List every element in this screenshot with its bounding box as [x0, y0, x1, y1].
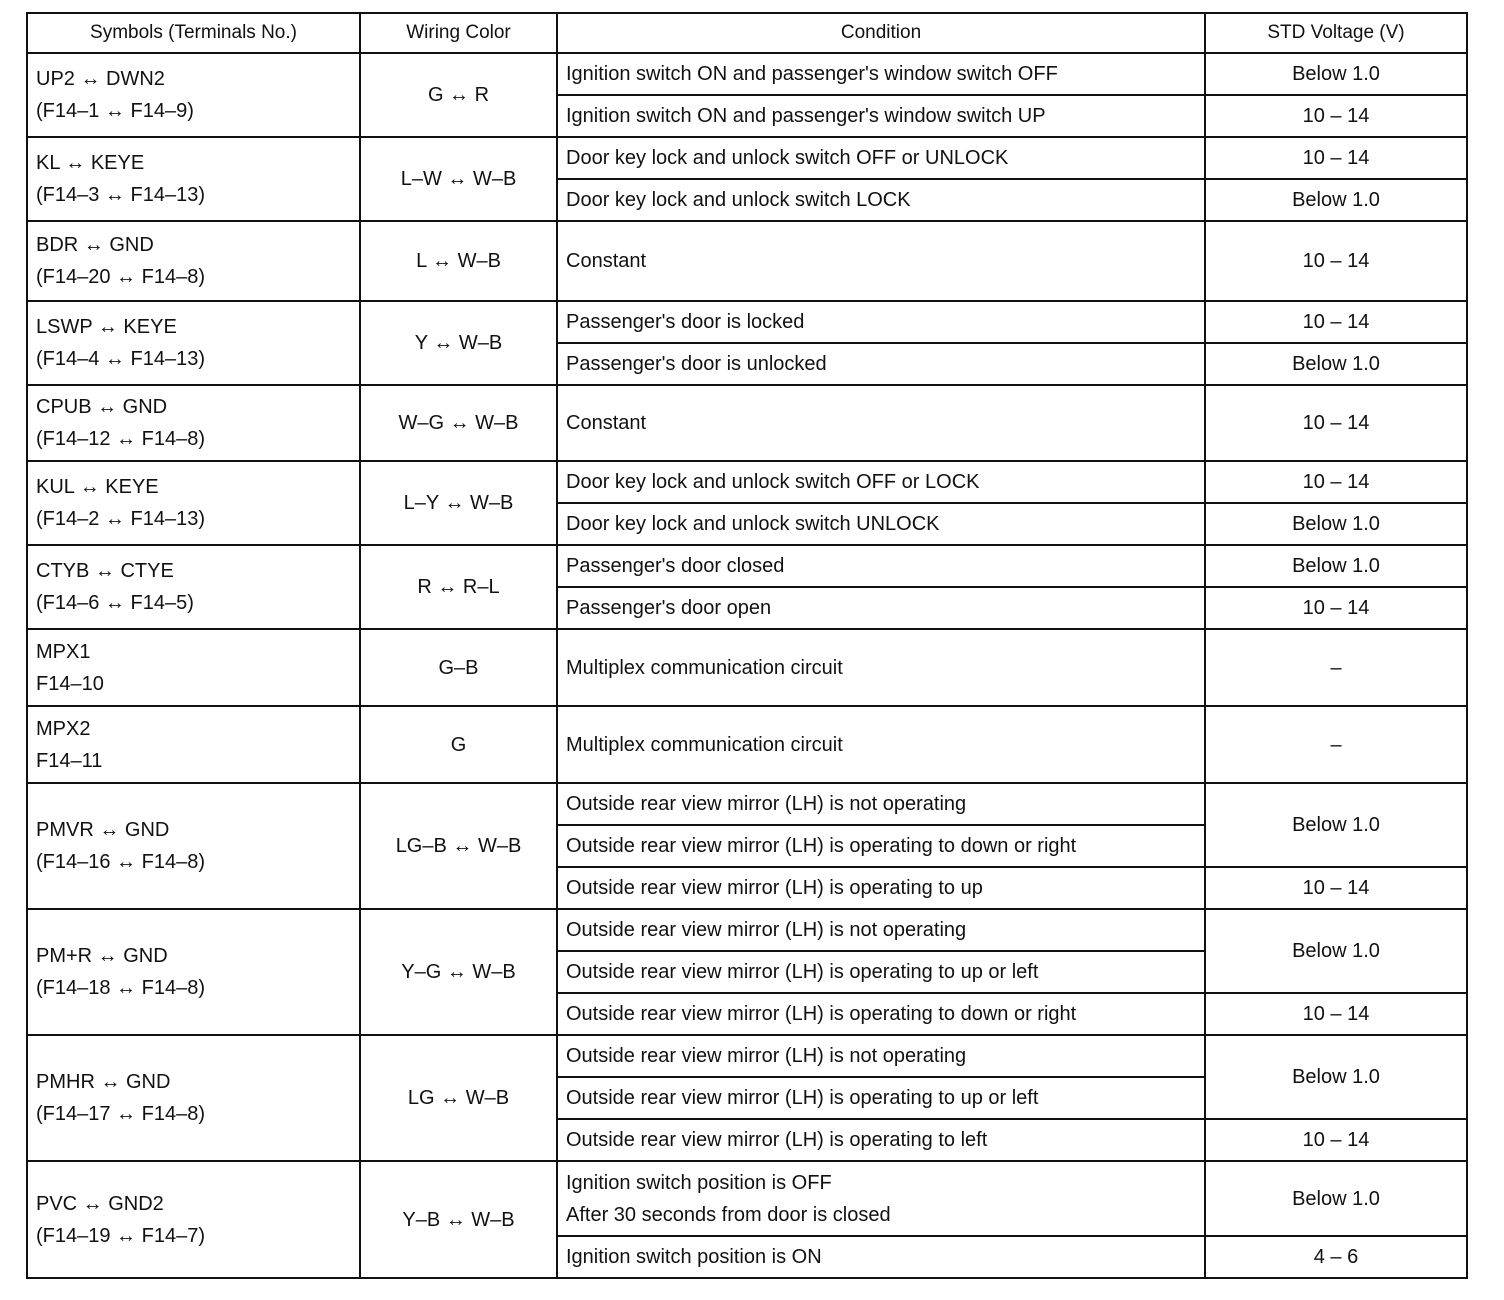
symbol-cell	[27, 545, 360, 629]
condition-cell: Door key lock and unlock switch OFF or UNLOCK	[557, 137, 1205, 179]
wiring-color-cell: LG–B ↔ W–B	[360, 783, 557, 909]
voltage-cell: Below 1.0	[1205, 783, 1467, 867]
table-row	[27, 301, 1467, 343]
terminal-numbers: (F14–18 ↔ F14–8)	[36, 977, 205, 999]
header-row	[27, 13, 1467, 53]
wiring-color-cell: Y–B ↔ W–B	[360, 1161, 557, 1278]
header-symbols: Symbols (Terminals No.)	[27, 13, 360, 53]
wiring-color-cell: G	[360, 706, 557, 783]
voltage-spec-table	[26, 12, 1468, 1279]
symbol-cell	[27, 706, 360, 783]
condition-line: Ignition switch position is OFF	[566, 1171, 832, 1194]
table-row	[27, 385, 1467, 461]
condition-cell: Multiplex communication circuit	[557, 629, 1205, 706]
voltage-cell: –	[1205, 706, 1467, 783]
terminal-numbers: (F14–17 ↔ F14–8)	[36, 1103, 205, 1125]
terminal-numbers: F14–10	[36, 672, 104, 695]
condition-cell: Outside rear view mirror (LH) is operating to down or right	[557, 993, 1205, 1035]
symbol-name: MPX1	[36, 640, 91, 663]
condition-cell: Door key lock and unlock switch LOCK	[557, 179, 1205, 221]
voltage-cell: 4 – 6	[1205, 1236, 1467, 1278]
terminal-numbers: (F14–1 ↔ F14–9)	[36, 100, 194, 122]
condition-cell: Passenger's door is locked	[557, 301, 1205, 343]
table-row	[27, 909, 1467, 951]
wiring-color-cell: W–G ↔ W–B	[360, 385, 557, 461]
symbol-name: CPUB ↔ GND	[36, 396, 168, 418]
wiring-color-cell: Y–G ↔ W–B	[360, 909, 557, 1035]
header-wiring-color: Wiring Color	[360, 13, 557, 53]
symbol-cell	[27, 221, 360, 301]
condition-cell: Door key lock and unlock switch OFF or LOCK	[557, 461, 1205, 503]
symbol-name: LSWP ↔ KEYE	[36, 316, 177, 338]
wiring-color-cell: Y ↔ W–B	[360, 301, 557, 385]
symbol-name: MPX2	[36, 717, 91, 740]
terminal-numbers: (F14–20 ↔ F14–8)	[36, 266, 205, 288]
header-condition: Condition	[557, 13, 1205, 53]
condition-cell: Multiplex communication circuit	[557, 706, 1205, 783]
symbol-cell	[27, 629, 360, 706]
table-row	[27, 137, 1467, 179]
table-row	[27, 706, 1467, 783]
condition-cell: Outside rear view mirror (LH) is operating to up	[557, 867, 1205, 909]
terminal-numbers: (F14–16 ↔ F14–8)	[36, 851, 205, 873]
condition-cell: Outside rear view mirror (LH) is not operating	[557, 1035, 1205, 1077]
condition-cell: Outside rear view mirror (LH) is not operating	[557, 909, 1205, 951]
condition-line: After 30 seconds from door is closed	[566, 1203, 891, 1226]
voltage-cell: 10 – 14	[1205, 221, 1467, 301]
wiring-color-cell: L ↔ W–B	[360, 221, 557, 301]
condition-cell: Door key lock and unlock switch UNLOCK	[557, 503, 1205, 545]
wiring-color-cell: L–W ↔ W–B	[360, 137, 557, 221]
voltage-cell: 10 – 14	[1205, 993, 1467, 1035]
symbol-cell	[27, 385, 360, 461]
symbol-cell	[27, 461, 360, 545]
voltage-cell: 10 – 14	[1205, 461, 1467, 503]
condition-cell	[557, 1161, 1205, 1236]
voltage-cell: Below 1.0	[1205, 343, 1467, 385]
symbol-cell	[27, 137, 360, 221]
voltage-cell: Below 1.0	[1205, 909, 1467, 993]
condition-cell: Outside rear view mirror (LH) is operating to left	[557, 1119, 1205, 1161]
symbol-name: CTYB ↔ CTYE	[36, 560, 174, 582]
symbol-cell	[27, 1161, 360, 1278]
wiring-color-cell: LG ↔ W–B	[360, 1035, 557, 1161]
symbol-cell	[27, 301, 360, 385]
symbol-name: UP2 ↔ DWN2	[36, 68, 165, 90]
voltage-cell: 10 – 14	[1205, 867, 1467, 909]
terminal-numbers: (F14–12 ↔ F14–8)	[36, 428, 205, 450]
voltage-cell: Below 1.0	[1205, 179, 1467, 221]
terminal-numbers: (F14–6 ↔ F14–5)	[36, 592, 194, 614]
wiring-color-cell: R ↔ R–L	[360, 545, 557, 629]
condition-cell: Passenger's door is unlocked	[557, 343, 1205, 385]
terminal-numbers: F14–11	[36, 749, 103, 772]
condition-cell: Outside rear view mirror (LH) is operating to down or right	[557, 825, 1205, 867]
voltage-cell: Below 1.0	[1205, 503, 1467, 545]
terminal-numbers: (F14–19 ↔ F14–7)	[36, 1224, 205, 1247]
voltage-cell: 10 – 14	[1205, 137, 1467, 179]
table-row	[27, 1035, 1467, 1077]
symbol-name: BDR ↔ GND	[36, 234, 154, 256]
symbol-name: PM+R ↔ GND	[36, 945, 168, 967]
symbol-name: PMVR ↔ GND	[36, 819, 170, 841]
voltage-cell: Below 1.0	[1205, 1035, 1467, 1119]
table-row	[27, 783, 1467, 825]
terminal-numbers: (F14–3 ↔ F14–13)	[36, 184, 205, 206]
voltage-cell: 10 – 14	[1205, 385, 1467, 461]
symbol-cell	[27, 53, 360, 137]
wiring-color-cell: L–Y ↔ W–B	[360, 461, 557, 545]
voltage-cell: Below 1.0	[1205, 545, 1467, 587]
symbol-cell	[27, 909, 360, 1035]
voltage-cell: Below 1.0	[1205, 53, 1467, 95]
condition-cell: Ignition switch ON and passenger's window switch UP	[557, 95, 1205, 137]
symbol-name: KUL ↔ KEYE	[36, 476, 159, 498]
table-row	[27, 461, 1467, 503]
voltage-cell: 10 – 14	[1205, 301, 1467, 343]
voltage-cell: Below 1.0	[1205, 1161, 1467, 1236]
voltage-cell: 10 – 14	[1205, 95, 1467, 137]
table-row	[27, 53, 1467, 95]
condition-cell: Ignition switch position is ON	[557, 1236, 1205, 1278]
table-row	[27, 629, 1467, 706]
table-row	[27, 1161, 1467, 1236]
table-row	[27, 545, 1467, 587]
terminal-numbers: (F14–4 ↔ F14–13)	[36, 348, 205, 370]
voltage-cell: –	[1205, 629, 1467, 706]
voltage-cell: 10 – 14	[1205, 1119, 1467, 1161]
condition-cell: Outside rear view mirror (LH) is operating to up or left	[557, 951, 1205, 993]
header-std-voltage: STD Voltage (V)	[1205, 13, 1467, 53]
voltage-cell: 10 – 14	[1205, 587, 1467, 629]
condition-cell: Outside rear view mirror (LH) is not operating	[557, 783, 1205, 825]
condition-cell: Constant	[557, 385, 1205, 461]
condition-cell: Passenger's door closed	[557, 545, 1205, 587]
symbol-name: PVC ↔ GND2	[36, 1192, 164, 1215]
symbol-name: PMHR ↔ GND	[36, 1071, 171, 1093]
terminal-numbers: (F14–2 ↔ F14–13)	[36, 508, 205, 530]
symbol-cell	[27, 1035, 360, 1161]
condition-cell: Passenger's door open	[557, 587, 1205, 629]
wiring-color-cell: G–B	[360, 629, 557, 706]
condition-cell: Ignition switch ON and passenger's window switch OFF	[557, 53, 1205, 95]
table-row	[27, 221, 1467, 301]
condition-cell: Constant	[557, 221, 1205, 301]
symbol-name: KL ↔ KEYE	[36, 152, 145, 174]
wiring-color-cell: G ↔ R	[360, 53, 557, 137]
symbol-cell	[27, 783, 360, 909]
condition-cell: Outside rear view mirror (LH) is operating to up or left	[557, 1077, 1205, 1119]
